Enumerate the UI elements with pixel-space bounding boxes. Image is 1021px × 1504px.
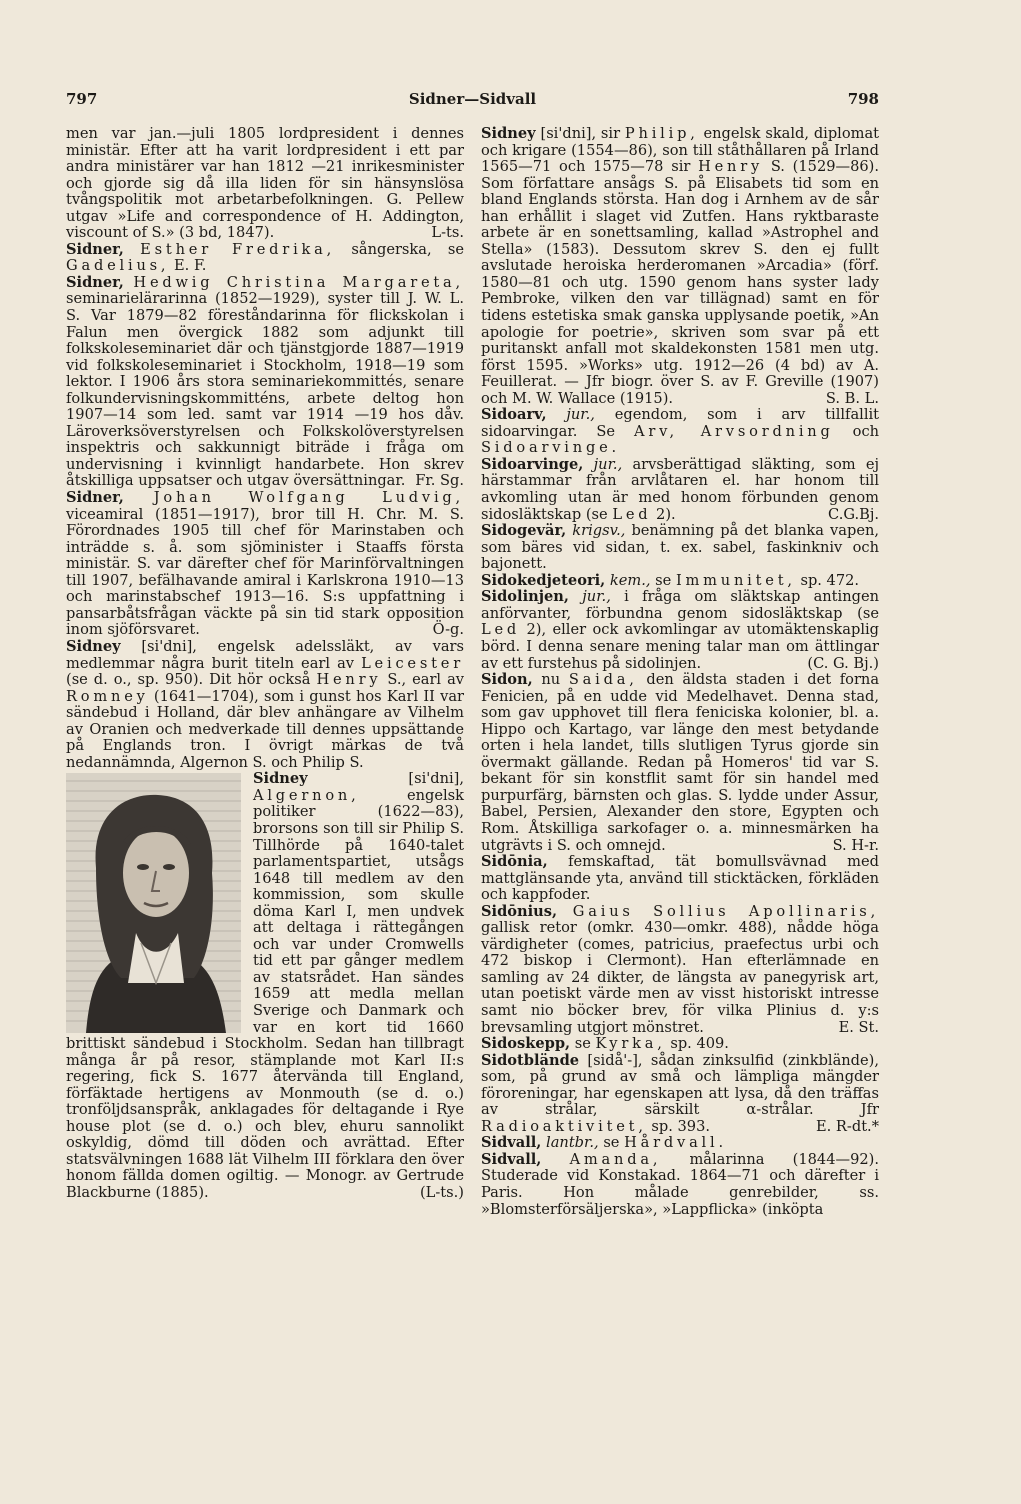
author-signature: C.G.Bj. [828,505,879,523]
cross-reference: Arv, Arvsordning [634,422,834,440]
entry-sidoarvinge: Sidoarvinge, jur., arvsberättigad släkting, som ej härstammar från arvlåtaren el. har honom till avkomling utan är med honom förbunden genom sidosläktskap (se Led 2). C.G.Bj. [481,455,880,523]
headword: Sidolinjen, [481,588,569,606]
headword: Sidokedjeteori, [481,571,606,589]
headword: Sidoarv, [481,406,547,424]
headword: Sidvall, [481,1150,542,1168]
entry-sidoarv: Sidoarv, jur., egendom, som i arv tillfallit sidoarvingar. Se Arv, Arvsordning och Sidoarvinge. [481,406,880,457]
entry-sidner-johan: Sidner, Johan Wolfgang Ludvig, viceamiral (1851—1917), bror till H. Chr. M. S. Förordnades 1905 till chef för Marinstaben och inträdde s. å. som sjöminister i Staaffs första ministär. S. var därefter chef för Marinförvaltningen till 1907, befälhavande amiral i Karlskrona 1910—13 och marinstabschef 1913—16. S:s uppfattning i pansarbåtsfrågan väckte på sin tid stark opposition inom sjöförsvaret. Ö-g. [66,489,464,639]
author-signature: Fr. Sg. [415,472,464,490]
author-signature: (L-ts.) [419,1184,464,1201]
headword: Sidney [253,770,308,788]
entry-sidolinjen: Sidolinjen, jur., i fråga om släktskap antingen anförvanter, förbundna genom sidosläktskap (se Led 2), eller ock avkomlingar av utomäktenskaplig börd. I denna senare mening talar man om ättlingar av ett furstehus på sidolinjen. (C. G. Bj.) [481,588,879,672]
entry-sidvall-amanda: Sidvall, Amanda, målarinna (1844—92). Studerade vid Konstakad. 1864—71 och därefter i Paris. Hon målade genrebilder, ss. »Blomsterförsäljerska», »Lappflicka» (inköpta [481,1150,879,1218]
cross-reference: Hårdvall. [624,1134,727,1152]
entry-sidner-hedwig: Sidner, Hedwig Christina Margareta, seminarielärarinna (1852—1929), syster till J. W. L. S. Var 1879—82 föreståndarinna för flickskolan i Falun men övergick 1882 som adjunkt till folkskoleseminariet där och tjänstgjorde 1887—1919 vid folkskoleseminariet i Stockholm, 1918—19 som lektor. I 1906 års stora seminariekommittés, senare folkundervisningskommitténs, arbete deltog hon 1907—14 som led. samt var 1914 —19 hos dåv. Läroverksöverstyrelsen och Folkskolöverstyrelsen inspektris och sakkunnigt biträde i fråga om undervisning i kvinnligt handarbete. Hon skrev åtskilliga uppsatser och utgav översättningar. Fr. Sg. [66,273,464,490]
entry-sidon: Sidon, nu Saida, den äldsta staden i det forna Fenicien, på en udde vid Medelhavet. Denna stad, som gav upphovet till flera feniciska kolonier, bl. a. Hippo och Kartago, var länge den mest betydande orten i hela landet, tills slutligen Tyrus gjorde sin övermakt gällande. Redan på Homeros' tid var S. bekant för sin konstflit samt för sin handel med purpurfärg, bärnsten och glas. S. lydde under Assur, Babel, Persien, Alexander den store, Egypten och Rom. Åtskilliga sarkofager o. a. minnesmärken ha utgrävts i S. och omnejd. S. H-r. [481,671,880,854]
page-header [66,90,879,116]
author-signature: (C. G. Bj.) [807,654,879,672]
headword: Sidogevär, [481,522,567,540]
headword: Sidney [481,125,536,142]
entry-sidney-philip: Sidney [si'dni], sir Philip, engelsk skald, diplomat och krigare (1554—86), son till ståthållaren på Irland 1565—71 och 1575—78 sir Henry S. (1529—86). Som författare ansågs S. på Elisabets tid som en bland Englands största. Han dog i Arnhem av de sår han erhållit i slaget vid Zutfen. Hans ryktbaraste arbete är en sonettsamling, kallad »Astrophel and Stella» (1583). Dessutom skrev S. den ej fullt avslutade heroiska herderomanen »Arcadia» (förf. 1580—81 och utg. 1590 genom hans syster lady Pembroke, vilken den var tillägnad) samt en för tidens estetiska smak ganska upplysande poetik, »An apologie for poetrie», skriven som svar på ett puritanskt anfall mot skaldekonsten 1581 men utg. först 1595. »Works» utg. 1912—26 (4 bd) av A. Feuillerat. — Jfr biogr. över S. av F. Greville (1907) och M. W. Wallace (1915). S. B. L. [481,125,880,407]
entry-sidney-algernon: Sidney [si'dni], Algernon, engelsk politiker (1622—83), brorsons son till sir Philip S. Tillhörde på 1640-talet parlamentspartiet, utsågs 1648 till medlem av den kommission, som skulle döma Karl I, men undvek att deltaga i rättegången och var under Cromwells tid ett par gånger medlem av statsrådet. Han sändes 1659 att medla mellan Sverige och Danmark och var en kort tid 1660 brittiskt sändebud i Stockholm. Sedan han tillbragt många år på resor, stämplande mot Karl II:s regering, fick S. 1677 återvända till England, förfäktade hertigens av Monmouth (se d. o.) tronföljdsanspråk, anklagades för deltagande i Rye house plot (se d. o.) och blev, ehuru sannolikt oskyldig, dömd till döden och avrättad. Efter statsvälvningen 1688 lät Vilhelm III förklara den över honom fällda domen ogiltig. — Monogr. av Gertrude Blackburne (1885). (L-ts.) [66,770,464,1201]
author-signature: S. B. L. [825,389,879,407]
headword: Sidotblände [481,1051,580,1069]
author-signature: E. F. [174,257,207,275]
author-signature: E. R-dt.* [816,1117,879,1135]
portrait-engraving [66,773,241,1033]
entry-sidogevar: Sidogevär, krigsv., benämning på det blanka vapen, som bäres vid sidan, t. ex. sabel, faskinkniv och bajonett. [481,522,880,573]
cross-reference: Sidoarvinge. [481,439,620,457]
headword: Sidvall, [481,1134,542,1152]
entry-sidoskepp: Sidoskepp, se Kyrka, sp. 409. [481,1035,729,1053]
headword: Sidoskepp, [481,1035,571,1053]
entry-sidonia: Sidōnia, femskaftad, tät bomullsvävnad med mattglänsande yta, använd till sticktäcken, förkläden och kappfoder. [481,853,880,904]
author-signature: S. H-r. [832,836,879,854]
entry-sidner-esther: Sidner, Esther Fredrika, sångerska, se Gadelius, E. F. [66,240,465,275]
cross-reference: Kyrka, [595,1035,666,1053]
running-title: Sidner—Sidvall [408,90,537,108]
headword: Sidoarvinge, [481,455,584,473]
page-number-left: 797 [66,90,98,108]
entry-sidonius: Sidōnius, Gaius Sollius Apollinaris, gallisk retor (omkr. 430—omkr. 488), nådde höga värdigheter (comes, patricius, praefectus urbi och 472 biskop i Clermont). Han efterlämnade en samling av 24 dikter, de längsta av panegyrisk art, utan poetiskt värde men av visst historiskt intresse samt nio böcker brev, för vilka Plinius d. y:s brevsamling utgjort mönstret. E. St. [481,902,880,1036]
cross-reference: Led [481,621,521,639]
author-signature: E. St. [838,1018,879,1036]
right-column [481,126,879,1218]
entry-sidokedjeteori: Sidokedjeteori, kem., se Immunitet, sp. 472. [481,571,860,589]
author-signature: L-ts. [431,224,464,242]
headword: Sidon, [481,671,533,689]
cross-reference: Immunitet, [675,571,796,589]
entry-sidvall-lantbr: Sidvall, lantbr., se Hårdvall. [481,1134,727,1152]
portrait-image [66,773,241,1033]
cross-reference: Radioaktivitet, [481,1117,647,1135]
headword: Sidner, [66,273,124,291]
headword: Sidner, [66,489,124,507]
author-signature: Ö-g. [432,621,464,639]
headword: Sidner, [66,240,124,258]
headword: Sidōnia, [481,853,548,871]
left-column [66,126,464,1202]
cross-reference: Gadelius, [66,257,170,275]
entry-continuation: men var jan.—juli 1805 lordpresident i dennes ministär. Efter att ha varit lordpresident i ett par andra ministärer var han 1812 —21 inrikesminister och gjorde sig då illa liden för sin hänsynslösa tvångspolitik mot arbetarbefolkningen. G. Pellew utgav »Life and correspondence of H. Addington, viscount of S.» (3 bd, 1847). L-ts. [66,125,464,242]
headword: Sidōnius, [481,902,558,920]
entry-sidotblande: Sidotblände [sidå'-], sådan zinksulfid (zinkblände), som, på grund av små och lämpliga mängder föroreningar, har egenskapen att lysa, då den träffas av strålar, särskilt α-strålar. Jfr Radioaktivitet, sp. 393. E. R-dt.* [481,1051,879,1135]
headword: Sidney [66,637,121,655]
page-number-right: 798 [847,90,879,108]
cross-reference: Led [612,505,652,523]
entry-sidney-family: Sidney [si'dni], engelsk adelssläkt, av vars medlemmar några burit titeln earl av Leicester (se d. o., sp. 950). Dit hör också Henry S., earl av Romney (1641—1704), som i gunst hos Karl II var sändebud i Holland, där blev anhängare av Vilhelm av Oranien och medverkade till dennes uppsättande på Englands tron. I övrigt märkas de två nedannämnda, Algernon S. och Philip S. [66,637,465,771]
